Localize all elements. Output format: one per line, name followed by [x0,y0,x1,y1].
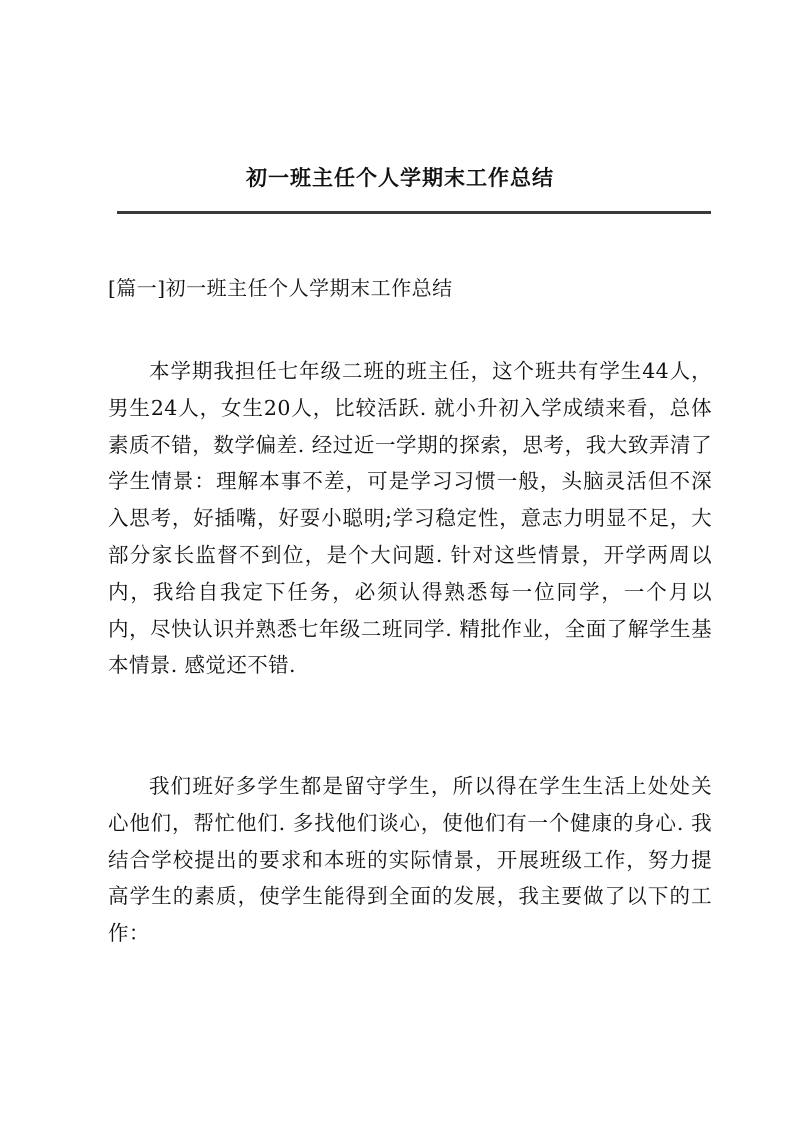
body-paragraph: 本学期我担任七年级二班的班主任，这个班共有学生44人，男生24人，女生20人，比较活跃. 就小升初入学成绩来看，总体素质不错，数学偏差. 经过近一学期的探索，思考，我大致弄清了学生情景：理解本事不差，可是学习习惯一般，头脑灵活但不深入思考，好插嘴，好耍小聪明;学习稳定性，意志力明显不足，大部分家长监督不到位，是个大问题. 针对这些情景，开学两周以内，我给自我定下任务，必须认得熟悉每一位同学，一个月以内，尽快认识并熟悉七年级二班同学. 精批作业，全面了解学生基本情景. 感觉还不错. [108,359,712,678]
document-title: 初一班主任个人学期末工作总结 [246,165,554,190]
title-divider [117,211,711,214]
body-paragraph: 我们班好多学生都是留守学生，所以得在学生生活上处处关心他们，帮忙他们. 多找他们谈心，使他们有一个健康的身心. 我结合学校提出的要求和本班的实际情景，开展班级工作，努力提高学生的素质，使学生能得到全面的发展，我主要做了以下的工作： [108,774,712,946]
section-heading: [篇一]初一班主任个人学期末工作总结 [108,276,453,300]
